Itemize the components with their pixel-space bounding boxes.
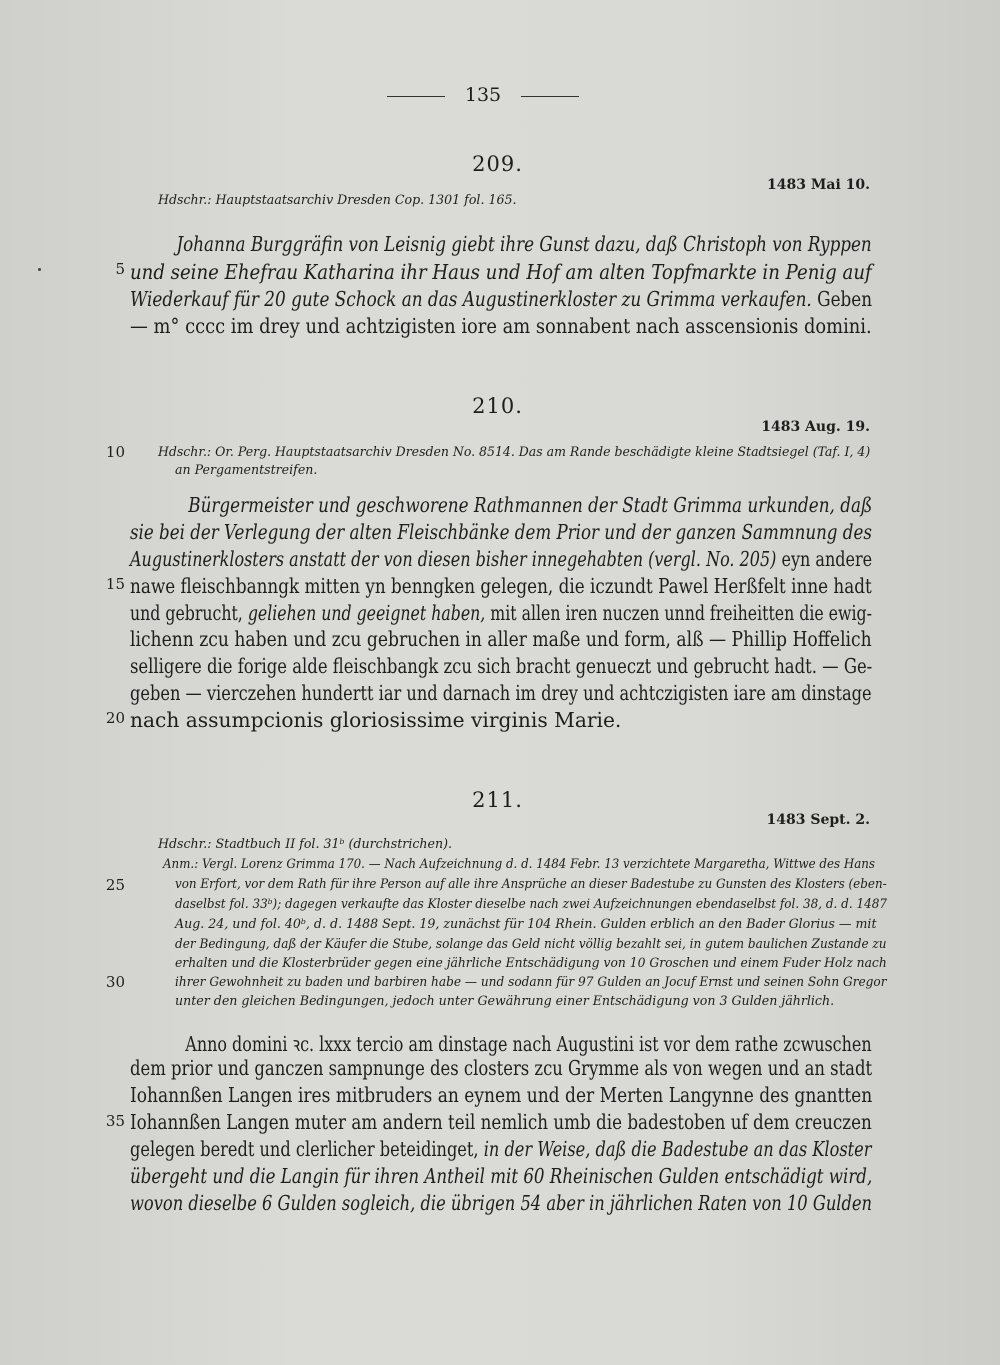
- line-number: 20: [105, 709, 125, 727]
- source-note: Hdschr.: Hauptstaatsarchiv Dresden Cop. 1301 fol. 165.: [158, 192, 517, 207]
- annotation-line: ihrer Gewohnheit zu baden und barbiren habe — und sodann für 97 Gulden an Jocuf Ernst und seinen Sohn Gregor: [175, 974, 887, 989]
- header-rule-right: [521, 96, 579, 97]
- section-number: 211.: [472, 788, 523, 812]
- text-line: Augustinerklosters anstatt der von diesen bisher innegehabten (vergl. No. 205) eyn andere: [130, 547, 873, 571]
- page-number: 135: [464, 84, 502, 106]
- annotation-line: Aug. 24, und fol. 40ᵇ, d. d. 1488 Sept. 19, zunächst für 104 Rhein. Gulden erblich an den Bader Glorius — mit: [175, 916, 877, 931]
- annotation-line: daselbst fol. 33ᵇ); dagegen verkaufte das Kloster dieselbe nach zwei Aufzeichnungen ebendaselbst fol. 38, d. d. 1487: [175, 896, 887, 911]
- annotation-line: der Bedingung, daß der Käufer die Stube, solange das Geld nicht völlig bezahlt sei, in gutem baulichen Zustande zu: [175, 936, 887, 951]
- line-number: 10: [105, 443, 125, 461]
- text-line: nawe fleischbanngk mitten yn benngken gelegen, die iczundt Pawel Herßfelt inne hadt: [130, 574, 872, 598]
- text-line: Bürgermeister und geschworene Rathmannen der Stadt Grimma urkunden, daß: [188, 493, 873, 517]
- line-number: 5: [115, 260, 125, 278]
- text-line: gelegen beredt und clerlicher beteidinget, in der Weise, daß die Badestube an das Kloster: [130, 1137, 872, 1161]
- text-line: sie bei der Verlegung der alten Fleischbänke dem Prior und der ganzen Sammnung des: [130, 520, 872, 544]
- source-note: an Pergamentstreifen.: [175, 462, 318, 477]
- section-date: 1483 Mai 10.: [767, 177, 870, 193]
- line-number: 30: [105, 973, 125, 991]
- source-note: Hdschr.: Or. Perg. Hauptstaatsarchiv Dresden No. 8514. Das am Rande beschädigte kleine Stadtsiegel (Taf. I, 4): [158, 444, 871, 459]
- line-number: 15: [105, 575, 125, 593]
- page-header: [0, 84, 966, 106]
- annotation-line: Anm.: Vergl. Lorenz Grimma 170. — Nach Aufzeichnung d. d. 1484 Febr. 13 verzichtete Margaretha, Wittwe des Hans: [163, 856, 875, 871]
- text-line: Anno domini ꝛc. lxxx tercio am dinstage nach Augustini ist vor dem rathe zcwuschen: [185, 1032, 872, 1056]
- text-line: lichenn zcu haben und zcu gebruchen in aller maße und form, alß — Phillip Hoffelich: [130, 627, 872, 651]
- annotation-line: von Erfort, vor dem Rath für ihre Person auf alle ihre Ansprüche an dieser Badestube zu Gunsten des Klosters (eben-: [175, 876, 887, 891]
- text-line: Johanna Burggräfin von Leisnig giebt ihre Gunst dazu, daß Christoph von Ryppen: [176, 232, 872, 256]
- source-note: Hdschr.: Stadtbuch II fol. 31ᵇ (durchstrichen).: [158, 836, 452, 851]
- annotation-line: erhalten und die Klosterbrüder gegen eine jährliche Entschädigung von 10 Groschen und einem Fuder Holz nach: [175, 955, 887, 970]
- text-line: — m° cccc im drey und achtzigisten iore am sonnabent nach asscensionis domini.: [130, 314, 872, 338]
- text-line: wovon dieselbe 6 Gulden sogleich, die übrigen 54 aber in jährlichen Raten von 10 Gulden: [130, 1191, 873, 1215]
- section-number: 209.: [472, 152, 523, 176]
- text-line: übergeht und die Langin für ihren Antheil mit 60 Rheinischen Gulden entschädigt wird,: [130, 1164, 873, 1188]
- line-number: 35: [105, 1112, 125, 1130]
- line-number: 25: [105, 876, 125, 894]
- text-line: und seine Ehefrau Katharina ihr Haus und Hof am alten Topfmarkte in Penig auf: [130, 260, 872, 284]
- text-line: und gebrucht, geliehen und geeignet haben, mit allen iren nuczen unnd freiheitten die ewig-: [130, 601, 872, 625]
- text-line: dem prior und ganczen sampnunge des closters zcu Grymme als von wegen und an stadt: [130, 1056, 873, 1080]
- section-date: 1483 Aug. 19.: [761, 419, 870, 435]
- text-line: Wiederkauf für 20 gute Schock an das Augustinerkloster zu Grimma verkaufen. Geben: [130, 287, 873, 311]
- margin-mark: [38, 268, 41, 271]
- header-rule-left: [387, 96, 445, 97]
- text-line: Iohannßen Langen ires mitbruders an eynem und der Merten Langynne des gnantten: [130, 1083, 873, 1107]
- section-number: 210.: [472, 394, 523, 418]
- section-date: 1483 Sept. 2.: [766, 812, 870, 828]
- text-line: geben — vierczehen hundertt iar und darnach im drey und achtczigisten iare am dinstage: [130, 681, 872, 705]
- text-line: nach assumpcionis gloriosissime virginis Marie.: [130, 708, 622, 732]
- annotation-line: unter den gleichen Bedingungen, jedoch unter Gewährung einer Entschädigung von 3 Gulden jährlich.: [175, 993, 835, 1008]
- text-line: Iohannßen Langen muter am andern teil nemlich umb die badestoben uf dem creuczen: [130, 1110, 872, 1134]
- text-line: selligere die forige alde fleischbangk zcu sich bracht genueczt und gebrucht hadt. — Ge-: [130, 654, 873, 678]
